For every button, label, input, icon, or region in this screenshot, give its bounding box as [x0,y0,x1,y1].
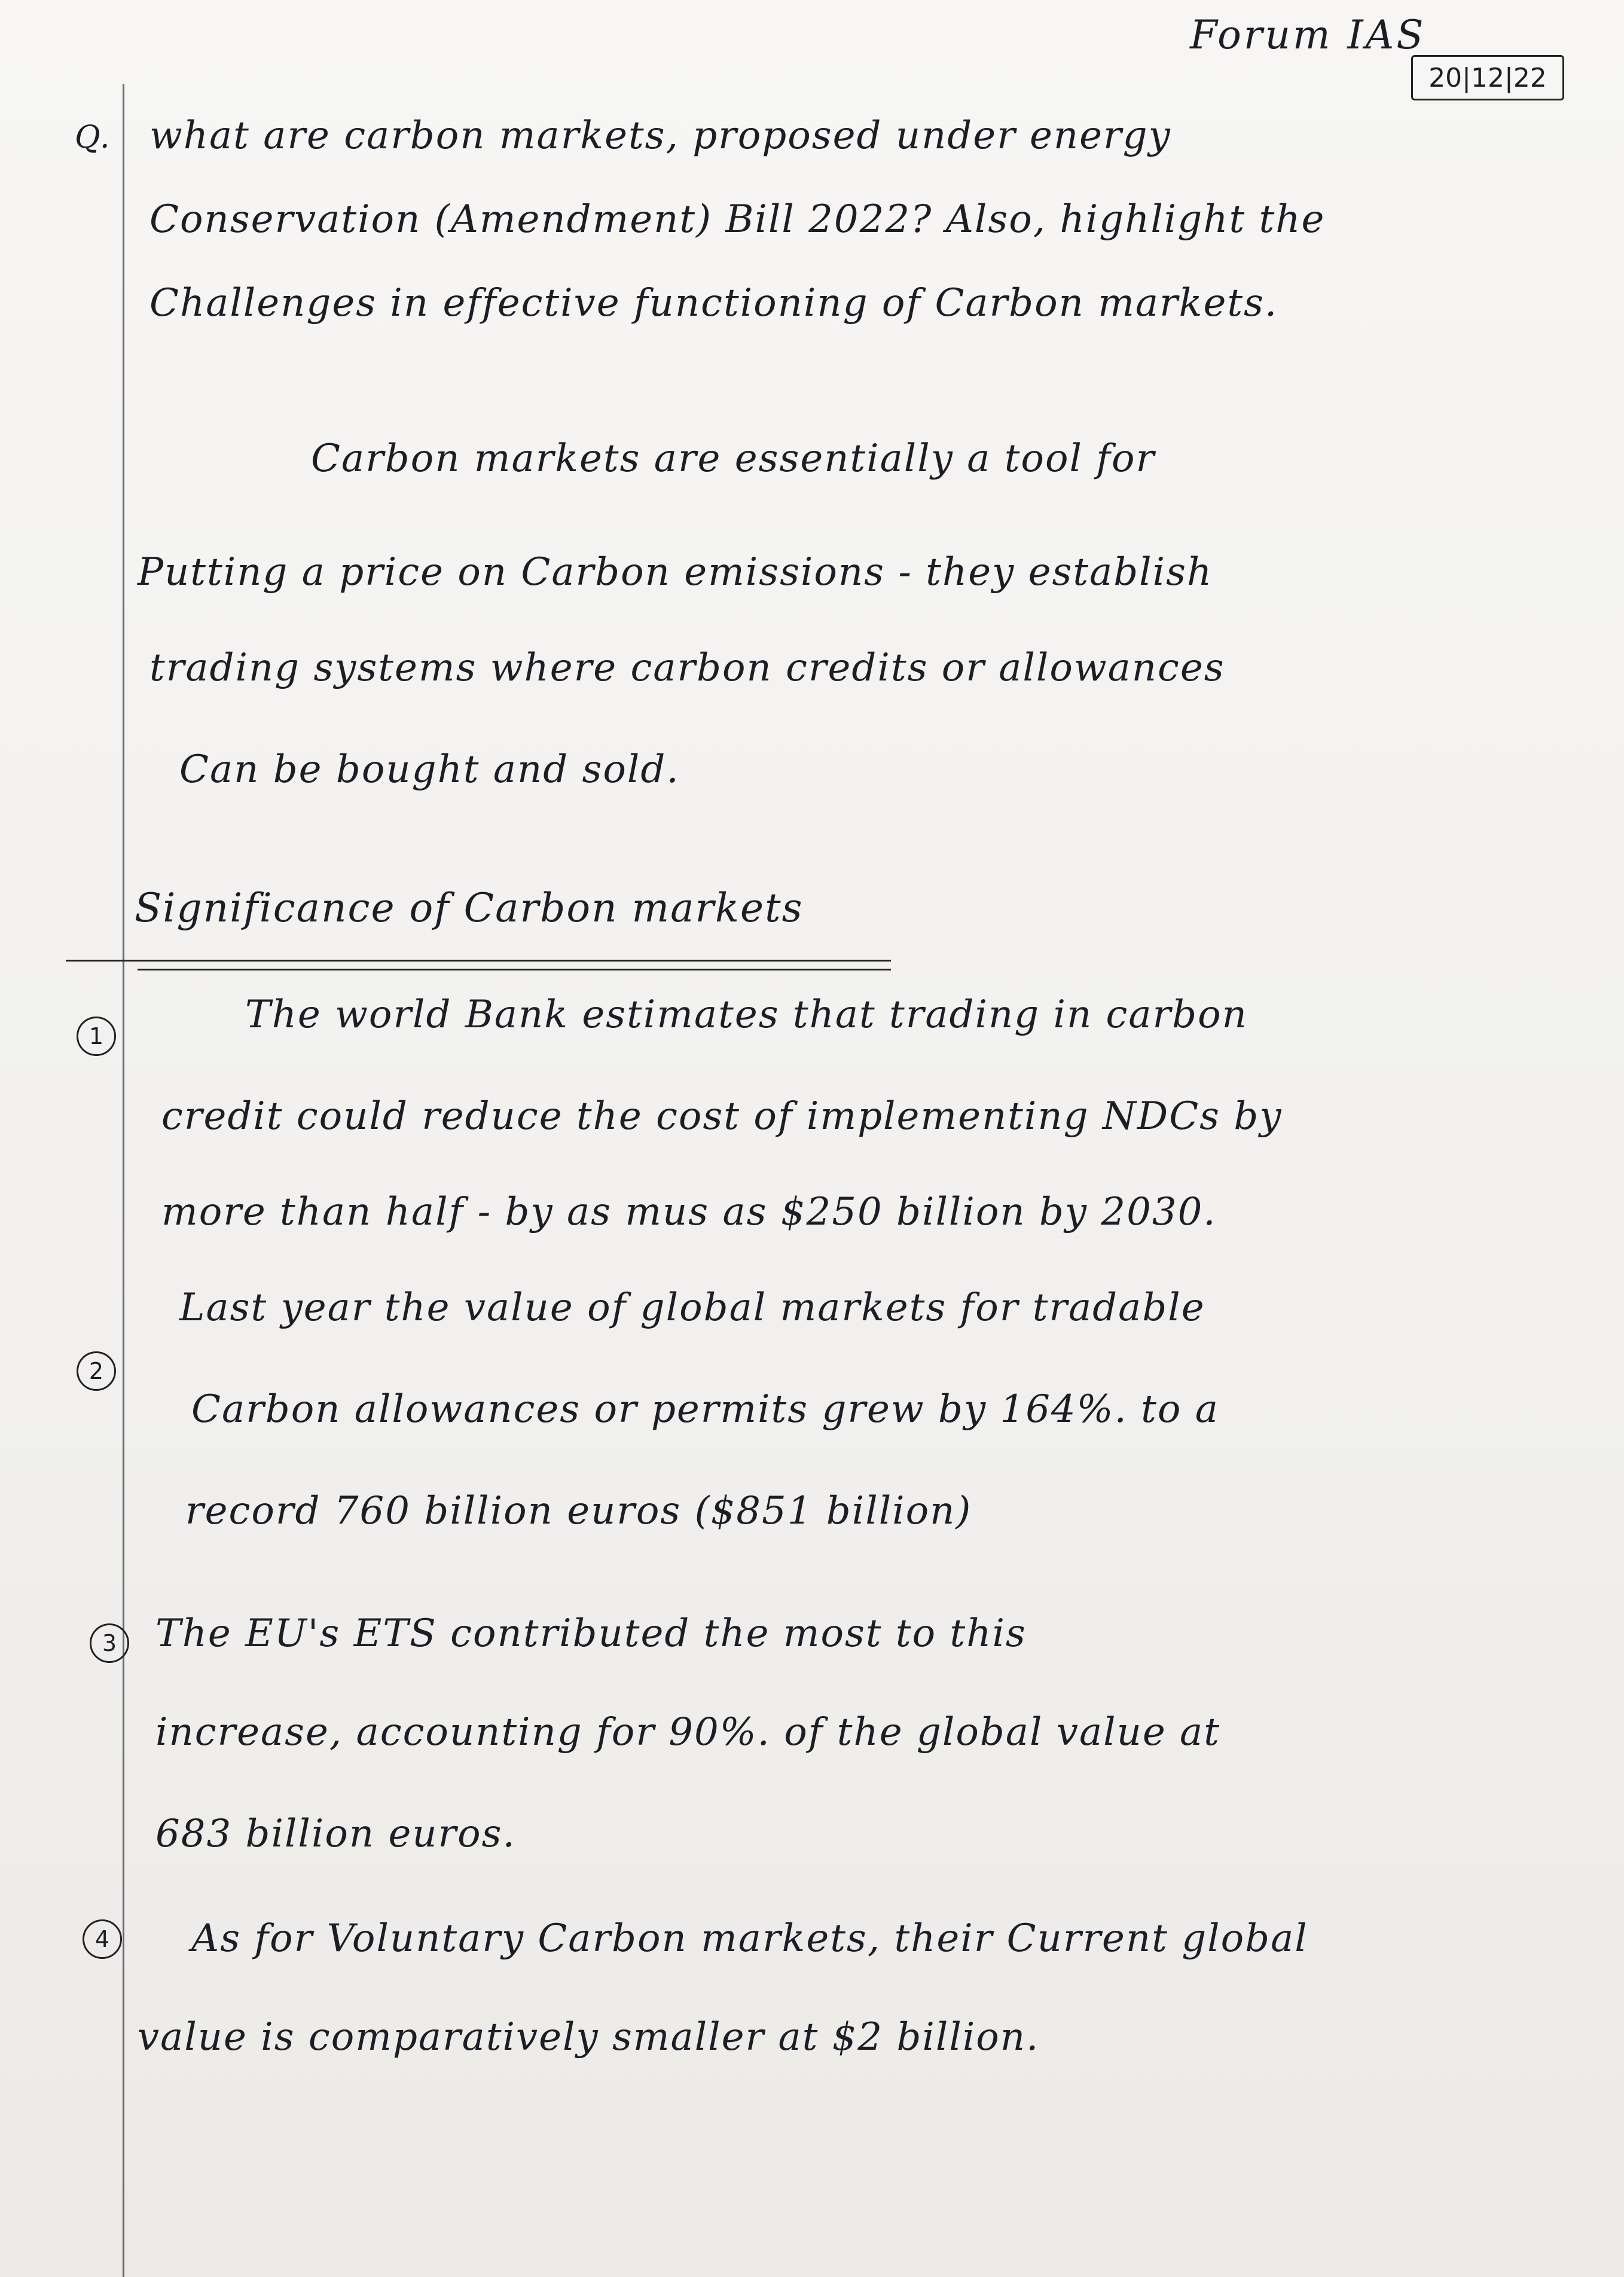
point-line: Last year the value of global markets for tradable [179,1286,1205,1330]
margin-line [123,84,124,2277]
point-line: The EU's ETS contributed the most to this [155,1611,1027,1656]
heading-underline [138,969,891,970]
question-line: Challenges in effective functioning of Carbon markets. [149,281,1278,325]
header-title: Forum IAS [1190,12,1426,58]
question-marker: Q. [75,120,111,155]
point-line: increase, accounting for 90%. of the global value at [155,1710,1220,1754]
point-line: value is comparatively smaller at $2 billion. [138,2015,1040,2059]
date-box: 20|12|22 [1411,55,1564,100]
question-line: Conservation (Amendment) Bill 2022? Also, highlight the [149,197,1326,242]
intro-line: Carbon markets are essentially a tool for [311,437,1156,481]
point-line: The world Bank estimates that trading in carbon [245,993,1248,1037]
heading-underline [66,960,891,962]
point-line: credit could reduce the cost of implementing NDCs by [161,1094,1283,1138]
point-line: record 760 billion euros ($851 billion) [185,1489,972,1533]
point-line: Carbon allowances or permits grew by 164%. to a [191,1387,1219,1431]
point-number: 4 [83,1919,122,1959]
point-number: 3 [90,1623,129,1663]
point-number: 2 [77,1351,116,1391]
point-number: 1 [77,1017,116,1056]
point-line: 683 billion euros. [155,1812,516,1856]
point-line: more than half - by as mus as $250 billion by 2030. [161,1190,1217,1234]
intro-line: trading systems where carbon credits or allowances [149,646,1225,690]
intro-line: Can be bought and sold. [179,747,680,792]
intro-line: Putting a price on Carbon emissions - they establish [138,550,1213,594]
point-line: As for Voluntary Carbon markets, their Current global [191,1916,1308,1961]
question-line: what are carbon markets, proposed under energy [149,114,1171,158]
section-heading: Significance of Carbon markets [135,885,804,931]
